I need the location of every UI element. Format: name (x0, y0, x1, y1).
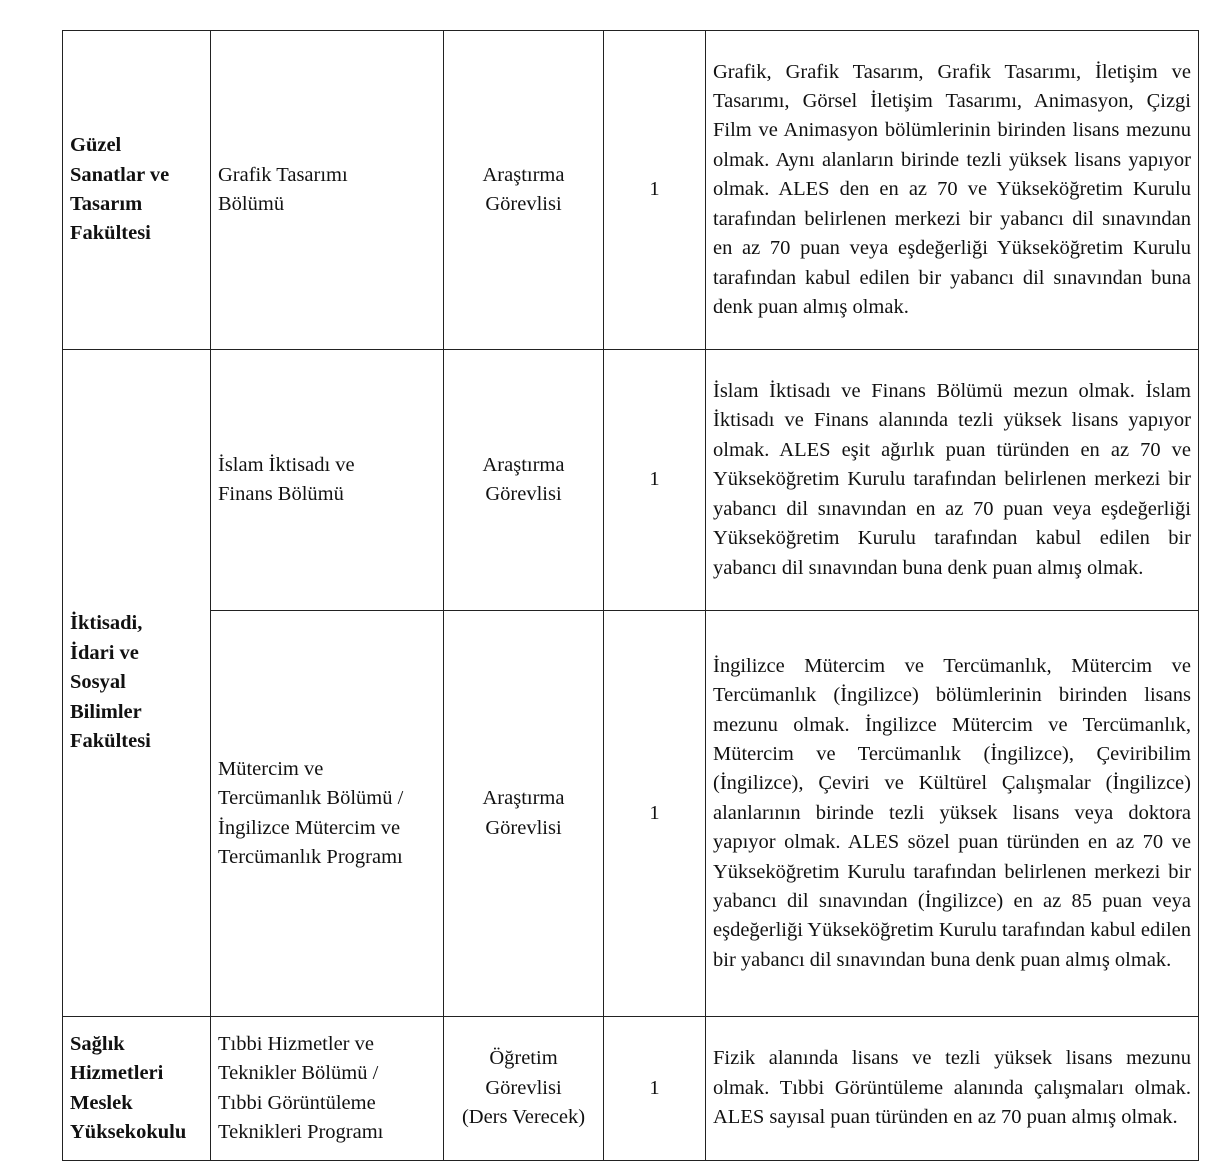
faculty-line: İdari ve (70, 641, 139, 664)
table-row (63, 31, 1199, 350)
department-line: Teknikleri Programı (218, 1120, 384, 1143)
faculty-line: Hizmetleri (70, 1062, 164, 1085)
position-title-line: Öğretim (489, 1047, 558, 1070)
department-line: İslam İktisadı ve (218, 453, 355, 476)
faculty-line: Sanatlar ve (70, 163, 170, 186)
faculty-line: Fakültesi (70, 730, 151, 753)
position-count-cell: 1 (604, 1017, 706, 1161)
faculty-cell (63, 350, 211, 1017)
position-title-line: Araştırma (482, 787, 565, 810)
position-title-cell (444, 611, 604, 1017)
position-title-line: (Ders Verecek) (461, 1106, 586, 1129)
faculty-cell (63, 1017, 211, 1161)
faculty-line: Sosyal (70, 671, 126, 694)
requirements-cell: İngilizce Mütercim ve Tercümanlık, Mütercim ve Tercümanlık (İngilizce) bölümlerinin birinden lisans mezunu olmak. İngilizce Mütercim ve Tercümanlık, Mütercim ve Tercümanlık (İngilizce), Çeviribilim (İngilizce), Çeviri ve Kültürel Çalışmalar (İngilizce) alanlarının birinde tezli yüksek lisans veya doktora yapıyor olmak. ALES sözel puan türünden en az 70 ve Yükseköğretim Kurulu tarafından belirlenen merkezi bir yabancı dil sınavından (İngilizce) en az 85 puan veya eşdeğerliği Yükseköğretim Kurulu tarafından kabul edilen bir yabancı dil sınavından buna denk puan almış olmak. (706, 611, 1199, 1017)
department-cell (211, 31, 444, 350)
department-line: Teknikler Bölümü / (218, 1062, 379, 1085)
department-cell (211, 1017, 444, 1161)
faculty-line: Sağlık (70, 1032, 125, 1055)
department-cell (211, 611, 444, 1017)
department-line: Tercümanlık Programı (218, 845, 403, 868)
position-title-line: Görevlisi (485, 483, 562, 505)
department-line: Mütercim ve (218, 757, 324, 780)
requirements-cell: İslam İktisadı ve Finans Bölümü mezun olmak. İslam İktisadı ve Finans alanında tezli yüksek lisans yapıyor olmak. ALES eşit ağırlık puan türünden en az 70 ve Yükseköğretim Kurulu tarafından belirlenen merkezi bir yabancı dil sınavından en az 70 puan veya eşdeğerliği Yükseköğretim Kurulu tarafından kabul edilen bir yabancı dil sınavından buna denk puan almış olmak. (706, 350, 1199, 611)
position-title-line: Görevlisi (485, 193, 562, 215)
positions-table (62, 30, 1199, 1161)
requirements-cell: Grafik, Grafik Tasarım, Grafik Tasarımı, İletişim ve Tasarımı, Görsel İletişim Tasarımı, Animasyon, Çizgi Film ve Animasyon bölümlerinin birinden lisans mezunu olmak. Aynı alanların birinde tezli yüksek lisans yapıyor olmak. ALES den en az 70 ve Yükseköğretim Kurulu tarafından belirlenen merkezi bir yabancı dil sınavından en az 70 puan veya eşdeğerliği Yükseköğretim Kurulu tarafından kabul edilen bir yabancı dil sınavından buna denk puan almış olmak. (706, 31, 1199, 350)
table-row (63, 1017, 1199, 1161)
faculty-line: Tasarım (70, 193, 143, 215)
department-line: Tıbbi Hizmetler ve (218, 1032, 374, 1055)
position-title-cell (444, 31, 604, 350)
position-count-cell: 1 (604, 31, 706, 350)
faculty-line: Meslek (70, 1091, 133, 1114)
faculty-line: Fakültesi (70, 222, 151, 245)
requirements-cell: Fizik alanında lisans ve tezli yüksek lisans mezunu olmak. Tıbbi Görüntüleme alanında çalışmaları olmak. ALES sayısal puan türünden en az 70 puan almış olmak. (706, 1017, 1199, 1161)
department-line: Bölümü (218, 193, 285, 215)
faculty-line: İktisadi, (70, 612, 143, 635)
faculty-cell (63, 31, 211, 350)
position-count-cell: 1 (604, 350, 706, 611)
department-line: Tercümanlık Bölümü / (218, 787, 404, 810)
position-title-line: Araştırma (482, 453, 565, 476)
position-title-cell (444, 350, 604, 611)
table-row (63, 611, 1199, 1017)
department-line: Finans Bölümü (218, 483, 344, 505)
department-line: Grafik Tasarımı (218, 163, 348, 186)
department-line: İngilizce Mütercim ve (218, 816, 401, 839)
position-count-cell: 1 (604, 611, 706, 1017)
position-title-cell (444, 1017, 604, 1161)
faculty-line: Yüksekokulu (70, 1120, 187, 1143)
department-line: Tıbbi Görüntüleme (218, 1091, 376, 1114)
position-title-line: Görevlisi (485, 816, 562, 839)
faculty-line: Bilimler (70, 700, 142, 723)
faculty-line: Güzel (70, 134, 122, 157)
table-row (63, 350, 1199, 611)
position-title-line: Görevlisi (485, 1076, 562, 1099)
department-cell (211, 350, 444, 611)
position-title-line: Araştırma (482, 163, 565, 186)
